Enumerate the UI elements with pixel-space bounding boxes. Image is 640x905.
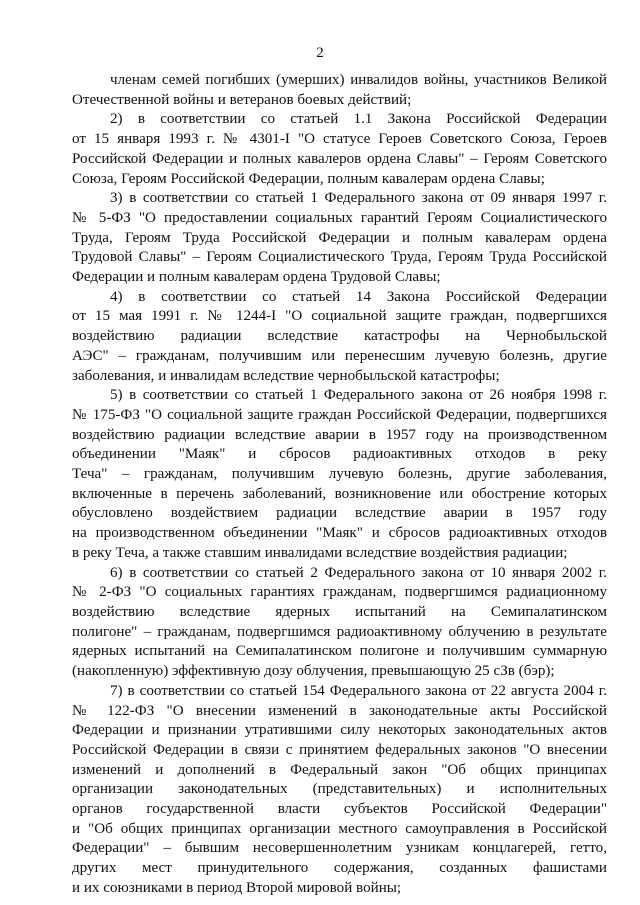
- text-line: от 15 января 1993 г. № 4301-I "О статусе Героев Советского Союза, Героев: [72, 131, 607, 148]
- text-line: воздействию вследствие ядерных испытаний на Семипалатинском: [72, 603, 607, 620]
- text-line: Отечественной войны и ветеранов боевых действий;: [72, 91, 412, 108]
- text-line: изменений и дополнений в Федеральный закон "Об общих принципах: [72, 761, 607, 778]
- text-line: 4) в соответствии со статьей 14 Закона Российской Федерации: [110, 288, 607, 305]
- text-line: 7) в соответствии со статьей 154 Федерального закона от 22 августа 2004 г.: [110, 682, 607, 699]
- text-line: органов государственной власти субъектов Российской Федерации": [72, 801, 607, 818]
- text-line: членам семей погибших (умерших) инвалидов войны, участников Великой: [110, 72, 607, 88]
- text-line: 2) в соответствии со статьей 1.1 Закона Российской Федерации: [110, 111, 607, 128]
- text-line: полигоне" – гражданам, подвергшимся радиоактивному облучению в результате: [72, 623, 607, 640]
- text-line: Федерации и признании утратившими силу некоторых законодательных актов: [72, 722, 607, 739]
- text-line: 6) в соответствии со статьей 2 Федерального закона от 10 января 2002 г.: [110, 564, 607, 581]
- text-line: обусловлено воздействием радиации вследствие аварии в 1957 году: [72, 505, 607, 522]
- text-line: от 15 мая 1991 г. № 1244-I "О социальной защите граждан, подвергшихся: [72, 308, 607, 325]
- text-line: и их союзниками в период Второй мировой войны;: [72, 879, 402, 896]
- text-line: Теча" – гражданам, получившим лучевую болезнь, другие заболевания,: [72, 466, 607, 483]
- text-line: включенные в перечень заболеваний, возникновение или обострение которых: [72, 485, 607, 502]
- text-line: Российской Федерации и полных кавалеров ордена Славы" – Героям Советского: [72, 150, 607, 167]
- text-line: других мест принудительного содержания, созданных фашистами: [72, 860, 607, 877]
- text-line: Трудовой Славы" – Героям Социалистического Труда, Героям Труда Российской: [72, 249, 607, 266]
- text-line: в реку Теча, а также ставшим инвалидами вследствие воздействия радиации;: [72, 544, 568, 561]
- text-line: Федерации" – бывшим несовершеннолетним узникам концлагерей, гетто,: [72, 840, 607, 857]
- text-line: (накопленную) эффективную дозу облучения, превышающую 25 сЗв (бэр);: [72, 663, 555, 680]
- text-line: № 122-ФЗ "О внесении изменений в законодательные акты Российской: [72, 702, 607, 719]
- text-line: заболевания, и инвалидам вследствие чернобыльской катастрофы;: [72, 367, 500, 384]
- page-number: 2: [316, 45, 324, 61]
- text-line: воздействию радиации вследствие аварии в 1957 году на производственном: [72, 426, 607, 443]
- text-line: ядерных испытаний на Семипалатинском полигоне и получившим суммарную: [72, 643, 607, 660]
- text-line: воздействию радиации вследствие катастрофы на Чернобыльской: [72, 328, 607, 345]
- text-line: Союза, Героям Российской Федерации, полным кавалерам ордена Славы;: [72, 170, 545, 187]
- document-body: [72, 71, 607, 899]
- text-line: организации законодательных (представительных) и исполнительных: [72, 781, 607, 798]
- text-line: 3) в соответствии со статьей 1 Федерального закона от 09 января 1997 г.: [110, 190, 607, 207]
- text-line: Российской Федерации в связи с принятием федеральных законов "О внесении: [72, 741, 607, 758]
- text-line: АЭС" – гражданам, получившим или перенесшим лучевую болезнь, другие: [72, 347, 607, 364]
- text-line: № 2-ФЗ "О социальных гарантиях гражданам, подвергшимся радиационному: [72, 584, 607, 601]
- text-line: на производственном объединении "Маяк" и сбросов радиоактивных отходов: [72, 525, 607, 542]
- text-line: Федерации и полным кавалерам ордена Трудовой Славы;: [72, 269, 441, 286]
- text-line: 5) в соответствии со статьей 1 Федерального закона от 26 ноября 1998 г.: [110, 387, 607, 404]
- text-line: № 5-ФЗ "О предоставлении социальных гарантий Героям Социалистического: [72, 209, 607, 226]
- text-line: Труда, Героям Труда Российской Федерации и полным кавалерам ордена: [72, 229, 607, 246]
- text-line: объединении "Маяк" и сбросов радиоактивных отходов в реку: [72, 446, 607, 463]
- text-line: и "Об общих принципах организации местного самоуправления в Российской: [72, 820, 607, 837]
- text-line: № 175-ФЗ "О социальной защите граждан Российской Федерации, подвергшихся: [72, 406, 607, 423]
